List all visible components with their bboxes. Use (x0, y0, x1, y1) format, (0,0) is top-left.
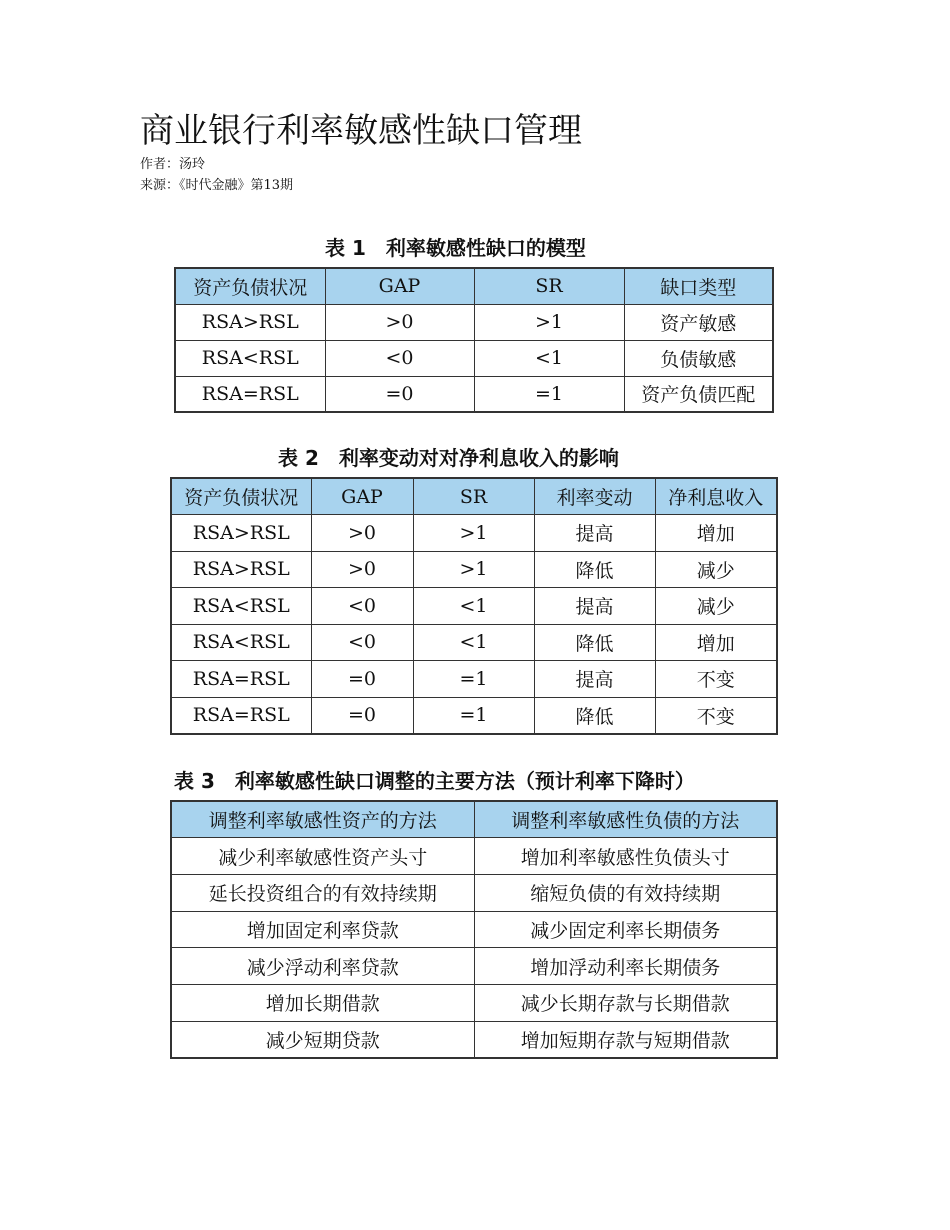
header-cell: 调整利率敏感性负债的方法 (474, 801, 777, 838)
table-cell: =1 (474, 376, 624, 412)
table-cell: <0 (311, 624, 413, 661)
table-row (171, 838, 777, 875)
table-cell: 不变 (655, 661, 777, 698)
header-cell: SR (474, 268, 624, 304)
table-cell: =1 (413, 661, 534, 698)
table-row (175, 340, 773, 376)
source-line: 来源：《时代金融》第13期 (140, 178, 294, 193)
table-cell: 延长投资组合的有效持续期 (171, 874, 474, 911)
table3-caption: 表 3 利率敏感性缺口调整的主要方法（预计利率下降时） (174, 769, 695, 793)
gap-adjustment-methods-table (170, 800, 778, 1059)
table-cell: >0 (311, 551, 413, 588)
table-cell: =0 (325, 376, 474, 412)
table-cell: 提高 (534, 515, 655, 552)
table-cell: =0 (311, 661, 413, 698)
header-cell: 调整利率敏感性资产的方法 (171, 801, 474, 838)
author-line: 作者：汤玲 (140, 157, 206, 172)
table-cell: <1 (413, 624, 534, 661)
header-cell: 净利息收入 (655, 478, 777, 515)
header-cell: GAP (311, 478, 413, 515)
table-cell: RSA<RSL (171, 624, 311, 661)
table-row (171, 588, 777, 625)
header-cell: SR (413, 478, 534, 515)
table-cell: 增加 (655, 624, 777, 661)
table-cell: RSA>RSL (171, 551, 311, 588)
header-cell: GAP (325, 268, 474, 304)
table-cell: 减少浮动利率贷款 (171, 948, 474, 985)
table-row (171, 948, 777, 985)
table-cell: 负债敏感 (624, 340, 773, 376)
table-cell: 减少固定利率长期债务 (474, 911, 777, 948)
table-cell: =0 (311, 697, 413, 734)
table1-caption: 表 1 利率敏感性缺口的模型 (325, 236, 586, 260)
table-cell: 增加利率敏感性负债头寸 (474, 838, 777, 875)
table-cell: 降低 (534, 697, 655, 734)
table-cell: 资产负债匹配 (624, 376, 773, 412)
table-cell: >1 (474, 304, 624, 340)
table-cell: <0 (311, 588, 413, 625)
header-cell: 利率变动 (534, 478, 655, 515)
table-header-row (171, 478, 777, 515)
table-cell: 减少 (655, 551, 777, 588)
table-cell: RSA=RSL (171, 661, 311, 698)
table-row (171, 911, 777, 948)
table2-caption: 表 2 利率变动对对净利息收入的影响 (278, 446, 619, 470)
table-cell: 降低 (534, 624, 655, 661)
table-cell: <1 (413, 588, 534, 625)
header-cell: 资产负债状况 (175, 268, 325, 304)
table-cell: RSA<RSL (171, 588, 311, 625)
rate-change-impact-table (170, 477, 778, 735)
table-row (171, 984, 777, 1021)
table-cell: >1 (413, 551, 534, 588)
table-row (171, 624, 777, 661)
table-header-row (175, 268, 773, 304)
table-cell: >1 (413, 515, 534, 552)
table-cell: 提高 (534, 588, 655, 625)
table-cell: 增加固定利率贷款 (171, 911, 474, 948)
table-cell: >0 (325, 304, 474, 340)
table-cell: 减少利率敏感性资产头寸 (171, 838, 474, 875)
table-cell: 提高 (534, 661, 655, 698)
table-cell: RSA=RSL (175, 376, 325, 412)
table-row (171, 1021, 777, 1058)
table-cell: >0 (311, 515, 413, 552)
table-row (175, 304, 773, 340)
table-cell: 减少 (655, 588, 777, 625)
table-row (171, 874, 777, 911)
table-row (171, 661, 777, 698)
table-cell: RSA<RSL (175, 340, 325, 376)
table-cell: =1 (413, 697, 534, 734)
table-cell: 增加长期借款 (171, 984, 474, 1021)
table-cell: 不变 (655, 697, 777, 734)
table-cell: 增加短期存款与短期借款 (474, 1021, 777, 1058)
table-header-row (171, 801, 777, 838)
header-cell: 资产负债状况 (171, 478, 311, 515)
table-cell: 降低 (534, 551, 655, 588)
table-cell: RSA>RSL (175, 304, 325, 340)
table-cell: 资产敏感 (624, 304, 773, 340)
header-cell: 缺口类型 (624, 268, 773, 304)
table-cell: RSA>RSL (171, 515, 311, 552)
table-row (171, 697, 777, 734)
table-cell: 缩短负债的有效持续期 (474, 874, 777, 911)
table-cell: 减少短期贷款 (171, 1021, 474, 1058)
gap-model-table (174, 267, 774, 413)
table-cell: 增加浮动利率长期债务 (474, 948, 777, 985)
table-cell: 减少长期存款与长期借款 (474, 984, 777, 1021)
table-row (171, 515, 777, 552)
table-row (175, 376, 773, 412)
table-cell: RSA=RSL (171, 697, 311, 734)
document-title: 商业银行利率敏感性缺口管理 (140, 111, 582, 151)
table-row (171, 551, 777, 588)
table-cell: <1 (474, 340, 624, 376)
table-cell: 增加 (655, 515, 777, 552)
table-cell: <0 (325, 340, 474, 376)
